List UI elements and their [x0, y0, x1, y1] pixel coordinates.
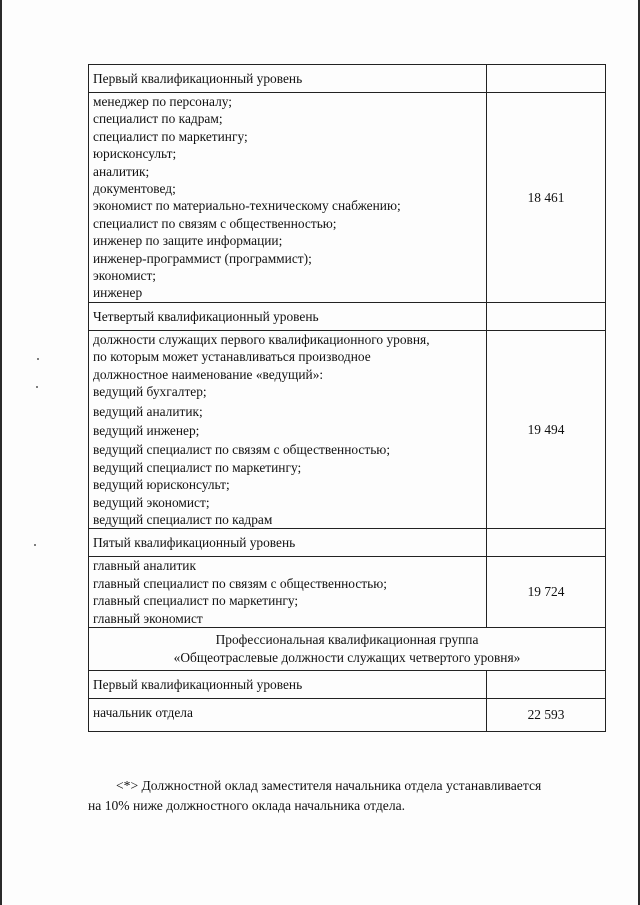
group-heading-line: «Общеотраслевые должности служащих четвертого уровня»	[173, 649, 521, 665]
position-item: менеджер по персоналу;	[93, 94, 233, 109]
scan-speck	[36, 386, 38, 388]
level1-salary: 18 461	[487, 93, 606, 303]
table-row-group4-level1-heading	[89, 670, 606, 698]
position-item: ведущий специалист по маркетингу;	[93, 459, 302, 475]
table-row-level4-positions	[89, 330, 606, 528]
scan-left-edge	[0, 0, 2, 905]
position-item: по которым может устанавливаться производное	[93, 349, 371, 365]
group4-level1-heading: Первый квалификационный уровень	[89, 670, 487, 698]
position-item: специалист по кадрам;	[93, 111, 223, 127]
group-heading-cell	[89, 627, 606, 670]
table-row-group4-level1-position	[89, 698, 606, 731]
level4-heading: Четвертый квалификационный уровень	[89, 302, 487, 330]
position-item: главный специалист по маркетингу;	[93, 593, 299, 609]
position-item: ведущий специалист по связям с общественностью;	[93, 442, 391, 458]
level1-positions-cell	[89, 93, 487, 303]
footnote-line: на 10% ниже должностного оклада начальника отдела.	[88, 797, 406, 813]
table-row-level5-positions	[89, 557, 606, 628]
table-row-level1-heading	[89, 65, 606, 93]
footnote-line: <*> Должностной оклад заместителя начальника отдела устанавливается	[116, 778, 542, 793]
position-item: специалист по маркетингу;	[93, 128, 248, 144]
position-item: специалист по связям с общественностью;	[93, 215, 337, 231]
position-item: экономист;	[93, 268, 157, 284]
salary-table	[88, 64, 606, 732]
position-item: ведущий аналитик;	[93, 403, 203, 419]
position-item: инженер	[93, 285, 143, 301]
table-row-level5-heading	[89, 529, 606, 557]
level1-heading: Первый квалификационный уровень	[89, 65, 487, 93]
footnote	[88, 776, 606, 815]
scan-speck	[34, 544, 36, 546]
position-item: юрисконсульт;	[93, 146, 177, 162]
table-row-level4-heading	[89, 302, 606, 330]
position-item: инженер по защите информации;	[93, 233, 283, 249]
position-item: ведущий юрисконсульт;	[93, 477, 230, 493]
group-heading-line: Профессиональная квалификационная группа	[215, 631, 479, 647]
group4-level1-position: начальник отдела	[89, 698, 487, 731]
position-item: ведущий бухгалтер;	[93, 384, 207, 400]
position-item: инженер-программист (программист);	[93, 250, 312, 266]
empty-cell	[487, 670, 606, 698]
level5-heading: Пятый квалификационный уровень	[89, 529, 487, 557]
position-item: ведущий экономист;	[93, 494, 210, 510]
position-item: должности служащих первого квалификационного уровня,	[93, 331, 430, 347]
position-item: главный специалист по связям с общественностью;	[93, 575, 387, 591]
level4-positions-cell	[89, 330, 487, 528]
position-item: главный аналитик	[93, 558, 196, 574]
position-item: документовед;	[93, 181, 176, 197]
position-item: экономист по материально-техническому снабжению;	[93, 198, 401, 214]
level5-positions-cell	[89, 557, 487, 628]
empty-cell	[487, 65, 606, 93]
level5-salary: 19 724	[487, 557, 606, 628]
level4-salary: 19 494	[487, 330, 606, 528]
position-item: аналитик;	[93, 163, 150, 179]
position-item: ведущий инженер;	[93, 422, 200, 438]
position-item: главный экономист	[93, 610, 203, 626]
table-row-group-heading	[89, 627, 606, 670]
empty-cell	[487, 529, 606, 557]
scan-speck	[37, 358, 39, 360]
group4-level1-salary: 22 593	[487, 698, 606, 731]
table-row-level1-positions	[89, 93, 606, 303]
position-item: ведущий специалист по кадрам	[93, 511, 273, 527]
empty-cell	[487, 302, 606, 330]
position-item: должностное наименование «ведущий»:	[93, 366, 324, 382]
